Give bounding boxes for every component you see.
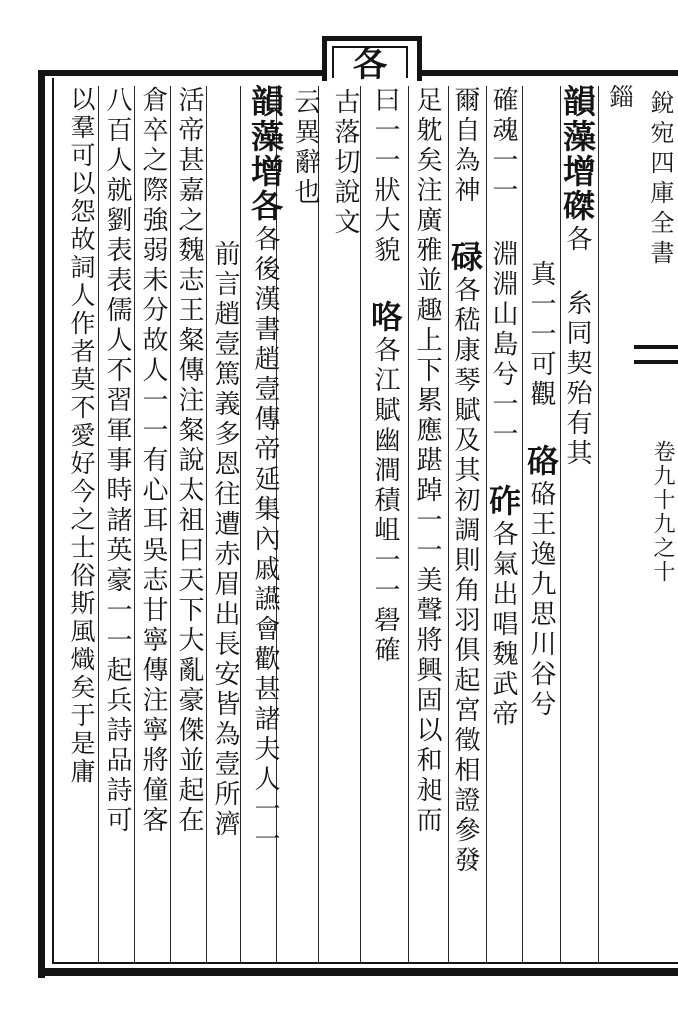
entry-character-zha: 砟 [484, 484, 522, 520]
text-column-10 [210, 240, 240, 960]
text-column-14 [66, 86, 96, 960]
frame-bottom-rule [38, 968, 678, 976]
fold-side-text: 卷九十九之十 [650, 440, 675, 584]
column-text: 古落切說文 [330, 88, 360, 238]
entry-character: 硌 [522, 444, 560, 480]
column-text: 各 糸同契殆有其 [562, 225, 592, 469]
column-divider [522, 86, 523, 962]
column-text: 八百人就劉表表儒人不習軍事時諸英豪一一起兵詩品詩可 [102, 86, 132, 836]
column-text: 曰一一狀大貌 [370, 86, 400, 300]
column-text: 各氣出唱魏武帝 [488, 520, 518, 730]
entry-character: 磔 [558, 189, 596, 225]
fold-rule-upper [634, 345, 678, 349]
frame-inner-bottom-rule [52, 962, 678, 964]
column-text: 以羣可以怨故詞人作者莫不愛好今之士俗斯風熾矣于是庸 [67, 86, 96, 786]
column-divider [98, 86, 99, 962]
text-column-12 [138, 86, 168, 960]
text-column-right-edge [604, 84, 634, 954]
heading-yunzaozeng: 韻藻增 [558, 84, 597, 189]
text-column-13 [102, 86, 132, 960]
column-text: 淵淵山島兮一一 [488, 240, 518, 484]
text-column-4 [446, 86, 484, 956]
text-column-6 [366, 86, 404, 666]
column-text: 各嵇康琴賦及其初調則角羽俱起宮徵相證參發 [450, 276, 480, 876]
entry-character: 咯 [366, 300, 404, 336]
column-divider [240, 86, 241, 962]
text-column-9 [246, 84, 285, 964]
column-divider [408, 86, 409, 962]
entry-character: 各 [246, 189, 284, 225]
column-text: 錙 [605, 84, 633, 114]
column-text: 爾自為神 [450, 86, 480, 240]
column-divider [360, 86, 361, 962]
column-text: 活帝甚嘉之魏志王粲傳注粲說太祖曰天下大亂豪傑並起在 [174, 86, 204, 836]
text-column-8 [290, 88, 320, 248]
header-tab-label: 各 [353, 45, 387, 85]
entry-character: 碌 [446, 240, 484, 276]
column-text: 各後漢書趙壹傳帝延集內戚讌會歡甚諸夫人一一 [250, 225, 280, 855]
column-text: 硌王逸九思川谷兮 [526, 480, 556, 720]
column-divider [134, 86, 135, 962]
column-text: 倉卒之際強弱未分故人一一有心耳吳志甘寧傳注寧將僮客 [138, 86, 168, 836]
text-column-5 [412, 86, 442, 956]
column-text: 真一一可觀 [526, 260, 556, 444]
frame-left-rule [38, 70, 45, 978]
column-divider [598, 86, 599, 962]
text-column-3 [484, 86, 522, 956]
column-text: 各江賦幽澗積岨一一礐確 [370, 336, 400, 666]
column-divider [206, 86, 207, 962]
column-text: 前言趙壹篤義多恩往遭赤眉出長安皆為壹所濟 [210, 240, 240, 840]
column-text: 云異辭也 [290, 88, 320, 208]
text-column-11 [174, 86, 204, 960]
fold-top-text: 銳宛四庫全書 [646, 90, 674, 270]
text-column-1 [558, 84, 597, 469]
heading-yunzaozeng: 韻藻增 [246, 84, 285, 189]
column-text: 確魂一一 [488, 86, 518, 240]
column-divider [448, 86, 449, 962]
fold-rule-lower [634, 360, 678, 364]
text-column-2 [522, 260, 560, 960]
frame-inner-left-rule [52, 78, 54, 964]
text-column-7 [330, 88, 360, 288]
column-divider [170, 86, 171, 962]
column-divider [486, 86, 487, 962]
column-text: 足躭矣注廣雅並趣上下累應踸踔一一美聲將興固以和昶而 [412, 86, 442, 836]
